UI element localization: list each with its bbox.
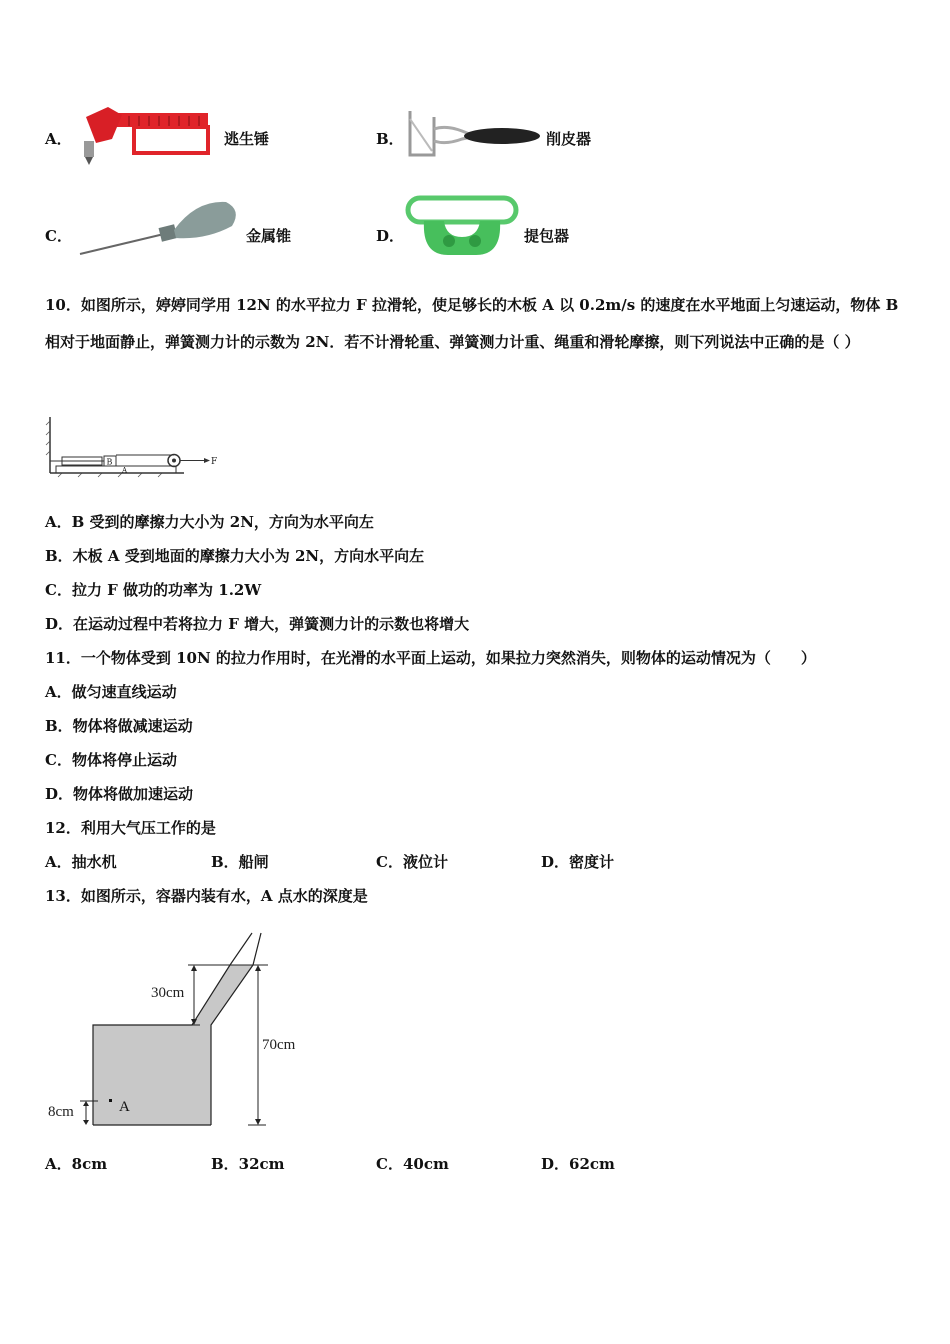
- q10-stem: 10．如图所示，婷婷同学用 12N 的水平拉力 F 拉滑轮，使足够长的木板 A 以 0.2m/s 的速度在水平地面上匀速运动，物体 B 相对于地面静止，弹簧测力计的示数为 2N．若不计滑轮重、弹簧测力计重、绳重和滑轮摩擦，则下列说法中正确的是（ ）: [45, 296, 899, 351]
- q12-option-d: D．密度计: [541, 853, 615, 871]
- option-label: 削皮器: [546, 130, 592, 148]
- q13-stem: 13．如图所示，容器内装有水，A 点水的深度是: [45, 887, 368, 905]
- option-label: 提包器: [524, 227, 570, 245]
- q12-option-c: C．液位计: [376, 853, 448, 871]
- point-a-label: A: [119, 1099, 130, 1115]
- escape-hammer-icon: [78, 105, 218, 167]
- dim-30cm-label: 30cm: [151, 985, 185, 1001]
- board-a-label: A: [122, 466, 128, 475]
- option-letter: C．: [45, 227, 72, 245]
- q13-container-figure: [40, 925, 320, 1140]
- dim-70cm-label: 70cm: [262, 1037, 296, 1053]
- q13-option-a: A．8cm: [45, 1155, 108, 1173]
- bag-carrier-icon: [402, 193, 522, 263]
- option-letter: B．: [376, 130, 404, 148]
- block-b-label: B: [106, 457, 113, 467]
- q11-option-a: A．做匀速直线运动: [45, 683, 177, 701]
- q13-option-b: B．32cm: [211, 1155, 285, 1173]
- q13-option-d: D．62cm: [541, 1155, 615, 1173]
- q10-option-d: D．在运动过程中若将拉力 F 增大，弹簧测力计的示数也将增大: [45, 615, 470, 633]
- q11-option-c: C．物体将停止运动: [45, 751, 177, 769]
- q12-stem: 12．利用大气压工作的是: [45, 819, 216, 837]
- dim-8cm-label: 8cm: [48, 1104, 74, 1120]
- peeler-icon: [402, 105, 544, 167]
- q10-option-a: A．B 受到的摩擦力大小为 2N，方向为水平向左: [45, 513, 374, 531]
- option-letter: D．: [376, 227, 405, 245]
- q11-stem: 11．一个物体受到 10N 的拉力作用时，在光滑的水平面上运动，如果拉力突然消失，则物体的运动情况为（ ）: [45, 649, 816, 667]
- awl-icon: [76, 196, 242, 260]
- q12-option-b: B．船闸: [211, 853, 269, 871]
- q13-option-c: C．40cm: [376, 1155, 449, 1173]
- q10-option-c: C．拉力 F 做功的功率为 1.2W: [45, 581, 262, 599]
- force-f-label: F: [211, 457, 218, 467]
- q10-figure: [44, 415, 224, 483]
- option-label: 金属锥: [246, 227, 292, 245]
- q11-option-d: D．物体将做加速运动: [45, 785, 194, 803]
- option-letter: A．: [45, 130, 72, 148]
- option-label: 逃生锤: [224, 130, 270, 148]
- q10-option-b: B．木板 A 受到地面的摩擦力大小为 2N，方向水平向左: [45, 547, 425, 565]
- q12-option-a: A．抽水机: [45, 853, 117, 871]
- q11-option-b: B．物体将做减速运动: [45, 717, 193, 735]
